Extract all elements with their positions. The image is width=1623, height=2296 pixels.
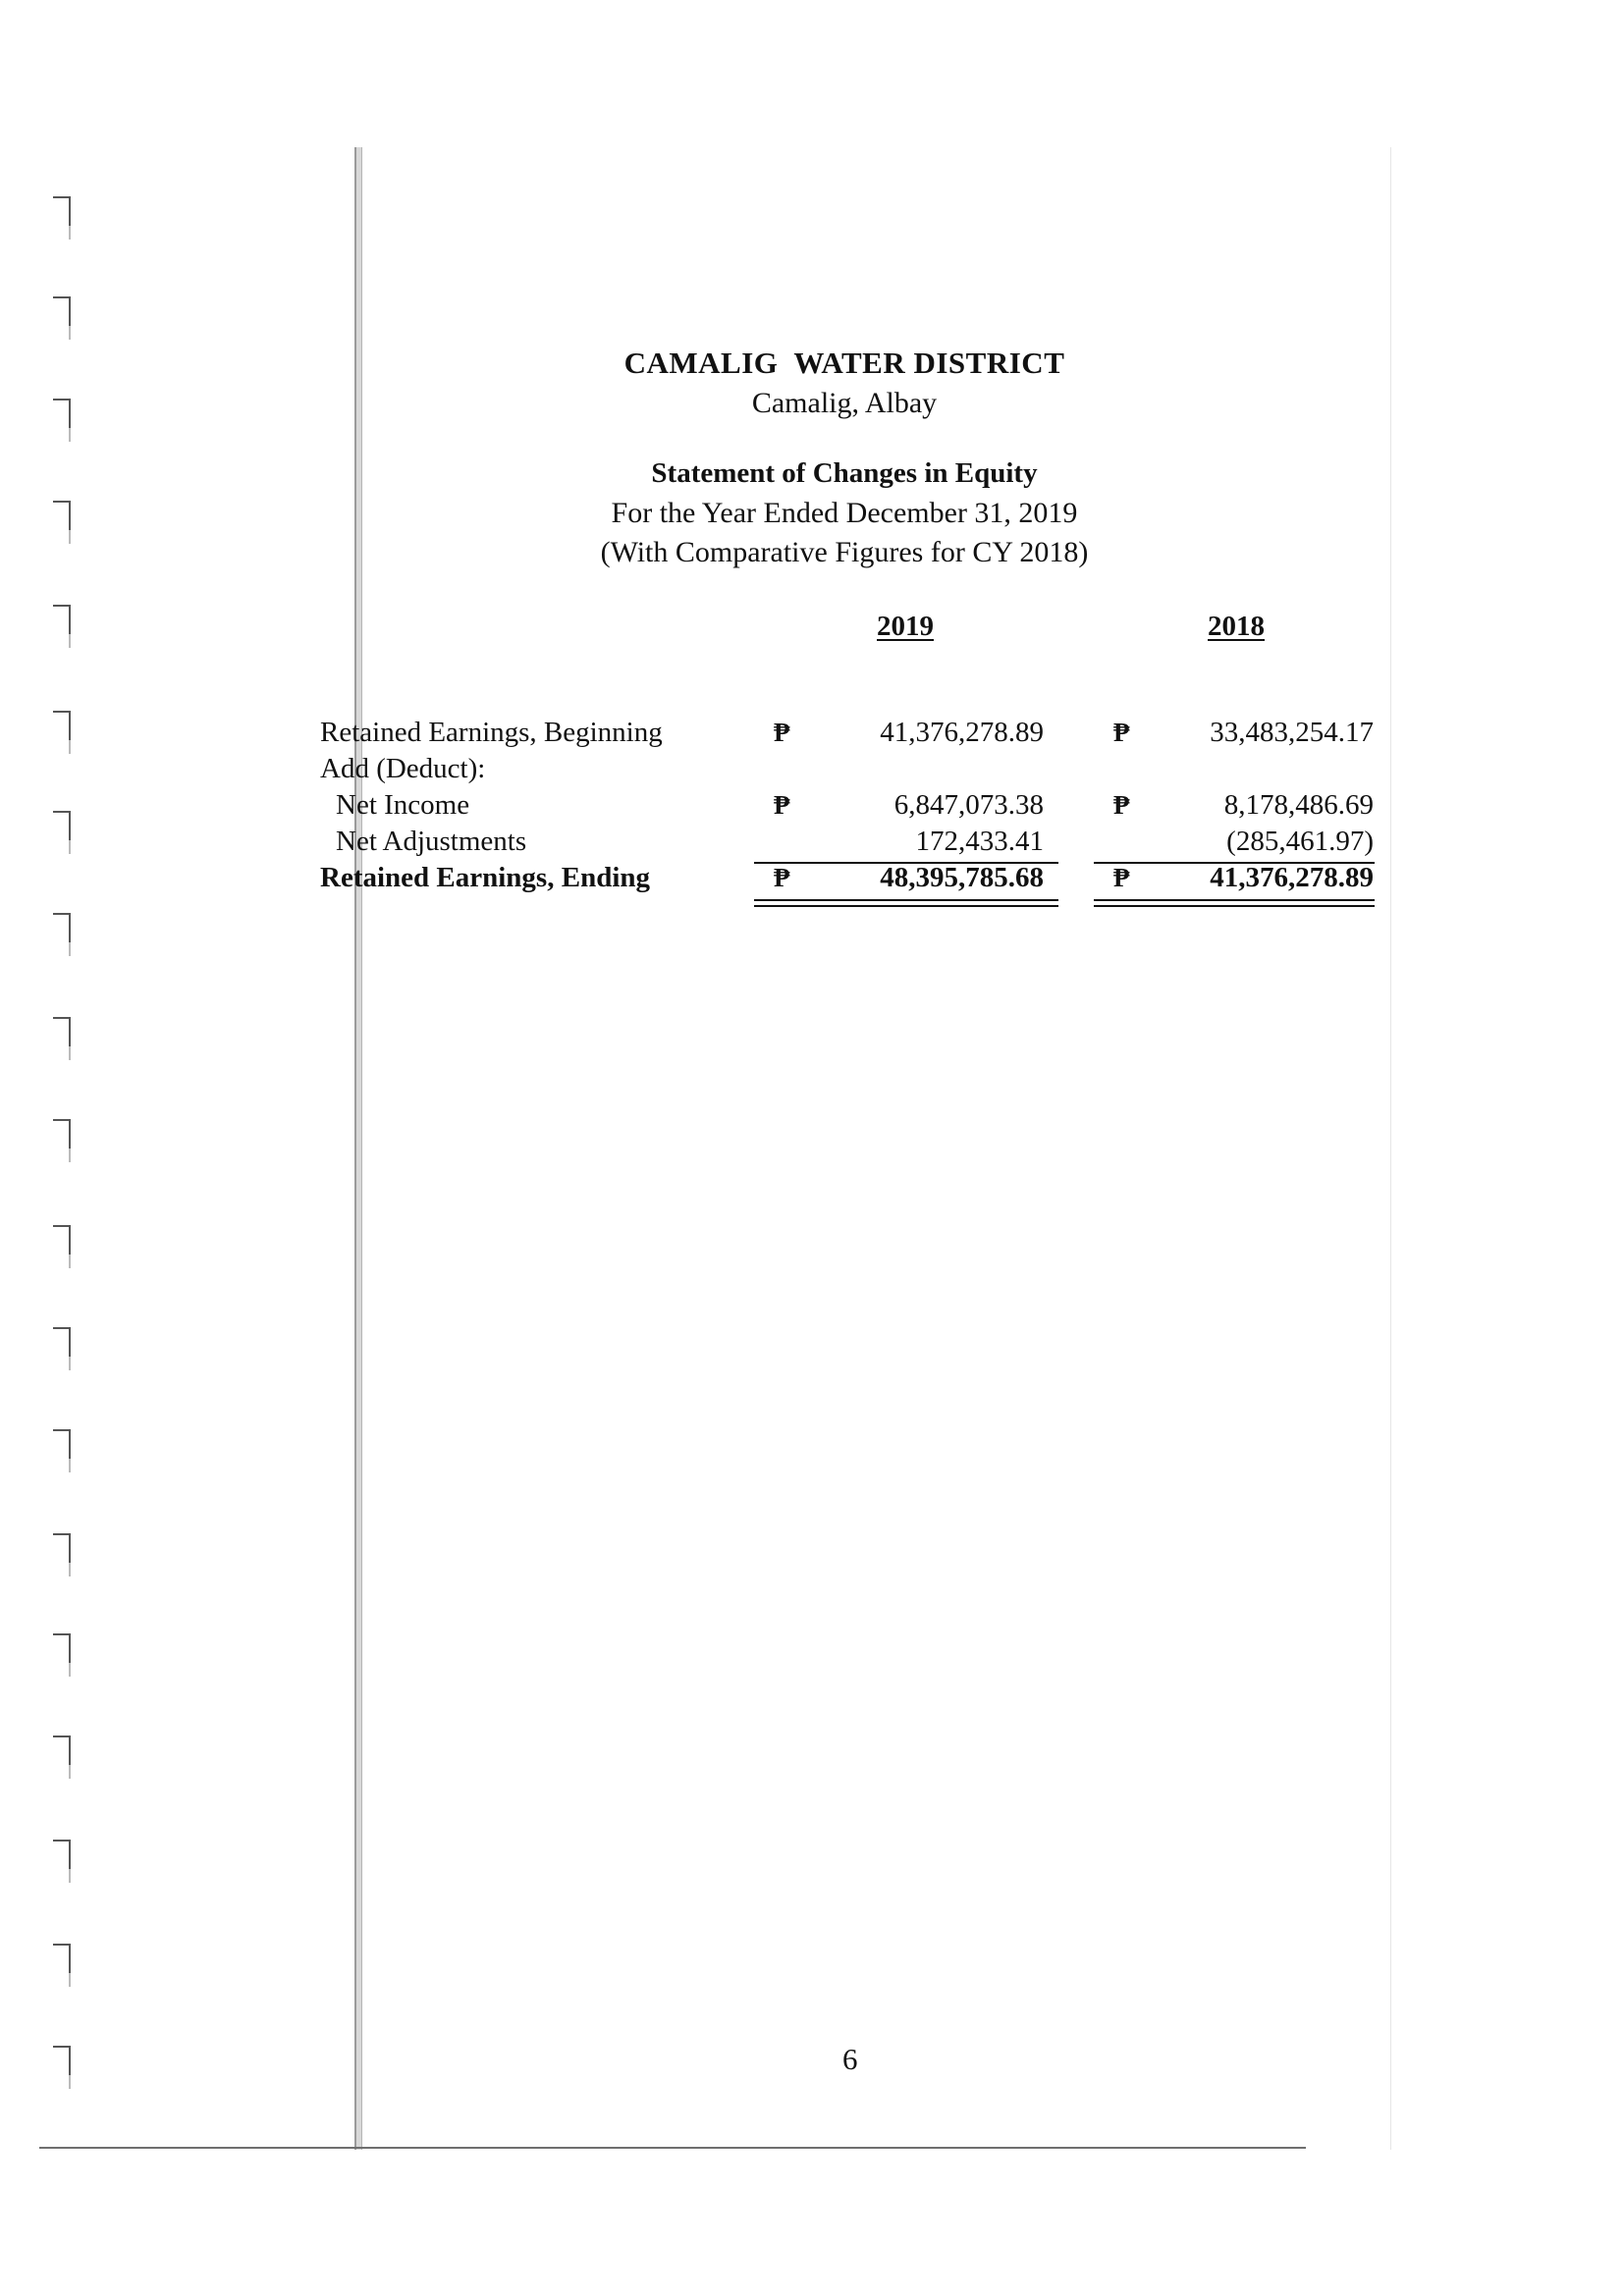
amount-net-income-2019: 6,847,073.38 bbox=[893, 789, 1044, 821]
company-location: Camalig, Albay bbox=[751, 387, 938, 419]
binder-mark bbox=[53, 1119, 71, 1150]
binder-mark bbox=[53, 1944, 71, 1975]
row-label-beginning: Retained Earnings, Beginning bbox=[320, 717, 663, 748]
statement-period: For the Year Ended December 31, 2019 bbox=[611, 497, 1078, 529]
amount-ending-2018: 41,376,278.89 bbox=[1210, 862, 1374, 893]
company-name: CAMALIG WATER DISTRICT bbox=[623, 346, 1065, 380]
peso-sign: ₱ bbox=[774, 863, 790, 892]
column-header-2018: 2018 bbox=[1208, 611, 1265, 642]
statement-title: Statement of Changes in Equity bbox=[651, 457, 1038, 489]
column-header-2019: 2019 bbox=[877, 611, 934, 642]
page-bottom-edge bbox=[39, 2147, 1306, 2149]
total-double-rule-2019 bbox=[754, 899, 1058, 907]
binder-mark bbox=[53, 1840, 71, 1871]
binder-mark bbox=[53, 811, 71, 842]
row-label-net-adjustments: Net Adjustments bbox=[336, 826, 527, 857]
row-label-net-income: Net Income bbox=[336, 789, 470, 821]
binder-mark bbox=[53, 605, 71, 636]
amount-net-adjustments-2019: 172,433.41 bbox=[915, 826, 1044, 857]
total-double-rule-2018 bbox=[1094, 899, 1375, 907]
page-number: 6 bbox=[842, 2042, 858, 2076]
page-right-edge bbox=[1390, 147, 1391, 2150]
scan-spine-shadow bbox=[354, 147, 362, 2150]
amount-beginning-2018: 33,483,254.17 bbox=[1210, 717, 1374, 748]
binder-mark bbox=[53, 1735, 71, 1767]
binder-mark bbox=[53, 1633, 71, 1665]
amount-net-income-2018: 8,178,486.69 bbox=[1223, 789, 1374, 821]
binder-mark bbox=[53, 2046, 71, 2077]
row-label-add-deduct: Add (Deduct): bbox=[320, 753, 486, 784]
binder-mark bbox=[53, 501, 71, 532]
binder-mark bbox=[53, 711, 71, 742]
peso-sign: ₱ bbox=[774, 790, 790, 820]
row-label-ending: Retained Earnings, Ending bbox=[320, 862, 651, 893]
peso-sign: ₱ bbox=[1113, 790, 1130, 820]
amount-ending-2019: 48,395,785.68 bbox=[880, 862, 1044, 893]
binder-mark bbox=[53, 296, 71, 328]
binder-mark bbox=[53, 1017, 71, 1048]
binder-mark bbox=[53, 1429, 71, 1461]
binder-mark bbox=[53, 1533, 71, 1565]
amount-beginning-2019: 41,376,278.89 bbox=[880, 717, 1044, 748]
comparative-note: (With Comparative Figures for CY 2018) bbox=[600, 536, 1089, 568]
binder-mark bbox=[53, 913, 71, 944]
binder-mark bbox=[53, 196, 71, 228]
peso-sign: ₱ bbox=[774, 718, 790, 747]
binder-mark bbox=[53, 399, 71, 430]
peso-sign: ₱ bbox=[1113, 718, 1130, 747]
peso-sign: ₱ bbox=[1113, 863, 1130, 892]
amount-net-adjustments-2018: (285,461.97) bbox=[1226, 826, 1374, 857]
binder-mark bbox=[53, 1225, 71, 1256]
binder-mark bbox=[53, 1327, 71, 1359]
